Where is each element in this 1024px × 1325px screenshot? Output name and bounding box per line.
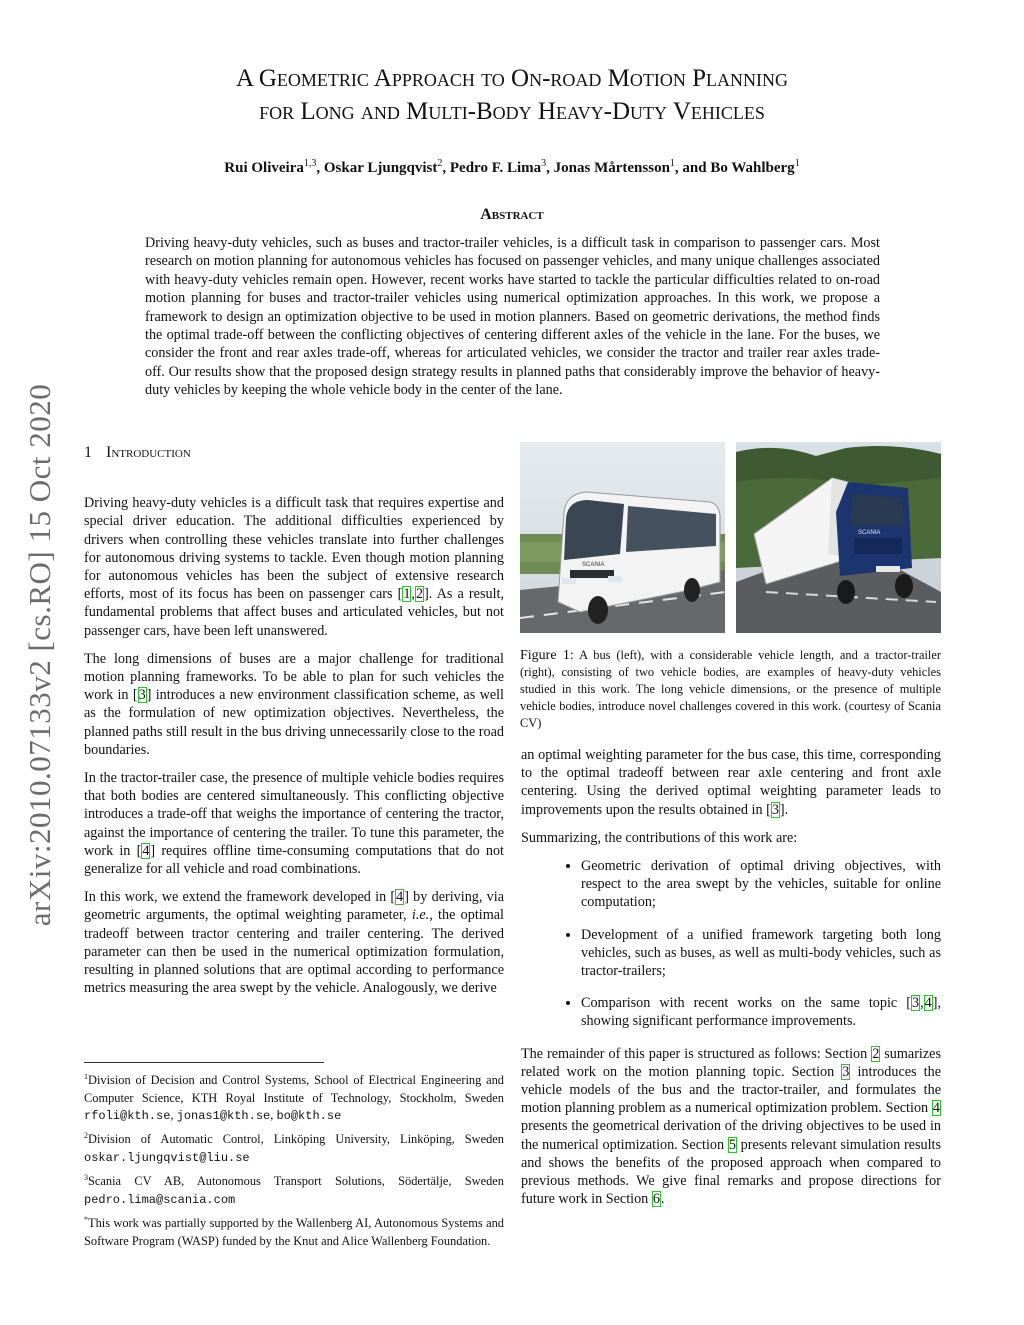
- footnote-marker: *: [84, 1215, 88, 1225]
- author-name: Bo Wahlberg: [710, 160, 795, 176]
- paragraph-text: introduces the vehicle models of the bus and the tractor-trailer, and formulates the motion planning problem as a numerical optimization problem. Section: [521, 1063, 941, 1117]
- arxiv-id: arXiv:2010.07133v2 [cs.RO] 15 Oct 2020: [22, 383, 57, 927]
- abstract-heading: Abstract: [480, 206, 544, 223]
- paragraph-text: , the optimal tradeoff between tractor centering and trailer centering. The derived parameter can then be used in the numerical optimization formulation, resulting in planned solutions that are optimal according to performance metrics measuring the area swept by the vehicle. Analogously, we derive: [84, 907, 504, 997]
- author-name: Rui Oliveira: [224, 160, 304, 176]
- footnote-text: Scania CV AB, Autonomous Transport Solutions, Södertälje, Sweden: [88, 1174, 504, 1189]
- figure-images: [520, 442, 941, 633]
- intro-paragraph-4: [84, 888, 504, 997]
- email-link[interactable]: pedro.lima@scania.com: [84, 1192, 236, 1207]
- paper-structure-paragraph: [521, 1045, 941, 1209]
- footnote-3: [84, 1169, 504, 1209]
- list-item: • Geometric derivation of optimal driving objectives, with respect to the area swept by the vehicles, suitable for online computation;: [581, 857, 941, 912]
- footnote-marker: 2: [84, 1131, 88, 1141]
- paragraph-text: The long dimensions of buses are a major challenge for traditional motion planning frameworks. To be able to plan for such vehicles the work in [: [84, 650, 504, 704]
- intro-paragraph-1: [84, 494, 504, 640]
- paragraph-text: In this work, we extend the framework developed in [: [84, 889, 396, 906]
- list-item: • Development of a unified framework targeting both long vehicles, such as buses, as well as multi-body vehicles, such as tractor-trailers;: [581, 926, 941, 981]
- paragraph-text: presents the geometrical derivation of the driving objectives to be used in the numerical optimization. Section: [521, 1118, 941, 1153]
- contributions-intro: Summarizing, the contributions of this work are:: [521, 829, 798, 846]
- contributions-list: [521, 857, 941, 1031]
- tractor-trailer-photo: [736, 442, 941, 633]
- section-heading-introduction: [84, 444, 504, 462]
- intro-paragraph-3: [84, 769, 504, 878]
- paragraph-text: The remainder of this paper is structured as follows: Section: [521, 1045, 872, 1062]
- footnote-text: Division of Decision and Control Systems, School of Electrical Engineering and Computer Science, KTH Royal Institute of Technology, Stockholm, Sweden: [84, 1073, 504, 1105]
- paragraph-text: .: [660, 1191, 665, 1208]
- email-link[interactable]: rfoli@kth.se: [84, 1108, 171, 1123]
- author-separator: ,: [316, 160, 324, 176]
- footnote-marker: 3: [84, 1173, 88, 1183]
- bus-photo: [520, 442, 725, 633]
- figure-1: [520, 442, 941, 732]
- paragraph-text: ]. As a result, fundamental problems that affect buses and articulated vehicles, but not passenger cars, have been left unanswered.: [84, 586, 505, 639]
- author-affiliation: 3: [541, 158, 547, 169]
- right-column: [521, 746, 941, 1218]
- section-link[interactable]: 2: [872, 1045, 880, 1062]
- section-number: 1: [84, 444, 92, 461]
- author-list: [0, 158, 1024, 177]
- author-affiliation: 1: [669, 158, 675, 169]
- paragraph-text: ].: [779, 801, 789, 818]
- author-affiliation: 1,3: [303, 158, 317, 169]
- bus-brand-text: SCANIA: [582, 562, 605, 568]
- paragraph-text: Driving heavy-duty vehicles is a difficult task that requires expertise and special driver education. The additional difficulties experienced by drivers when controlling these vehicles translate into further challenges for autonomous driving systems to tackle. Even though motion planning for autonomous vehicles has been the subject of extensive research efforts, most of its focus has been on passenger cars [: [84, 495, 504, 603]
- paragraph-text: ] by deriving, via geometric arguments, the optimal weighting parameter,: [84, 889, 504, 924]
- email-link[interactable]: jonas1@kth.se: [176, 1108, 271, 1123]
- author-affiliation: 2: [437, 158, 443, 169]
- paragraph-text: an optimal weighting parameter for the bus case, this time, corresponding to the optimal tradeoff between rear axle centering and front axle centering. Using the derived optimal weighting parameter leads to improvements upon the results obtained in [: [521, 747, 941, 818]
- author-name: Jonas Mårtensson: [553, 160, 670, 176]
- author-name: Pedro F. Lima: [449, 160, 542, 176]
- paper-title: [0, 62, 1024, 128]
- truck-brand-text: SCANIA: [858, 530, 881, 536]
- emphasis-text: i.e.: [411, 907, 430, 924]
- right-paragraph-1: [521, 746, 941, 819]
- intro-paragraph-2: [84, 650, 504, 759]
- footnote-text: Division of Automatic Control, Linköping University, Linköping, Sweden: [88, 1132, 504, 1147]
- author-separator: ,: [546, 160, 554, 176]
- author-affiliation: 1: [794, 158, 800, 169]
- figure-label: Figure 1:: [520, 648, 574, 663]
- arxiv-sidebar-stamp: [18, 350, 62, 960]
- footnote-text: This work was partially supported by the Wallenberg AI, Autonomous Systems and Software Program (WASP) funded by the Knut and Alice Wallenberg Foundation.: [84, 1216, 504, 1248]
- citation-link[interactable]: 4: [924, 995, 932, 1012]
- paragraph-text: ], showing significant performance improvements.: [581, 995, 941, 1030]
- paragraph-text: ,: [411, 586, 415, 603]
- citation-link[interactable]: 2: [415, 586, 424, 603]
- section-link[interactable]: 5: [728, 1136, 736, 1153]
- footnote-2: [84, 1127, 504, 1167]
- title-line-2: for Long and Multi-Body Heavy-Duty Vehicles: [259, 98, 765, 125]
- footnote-text: ,: [170, 1107, 177, 1122]
- section-link[interactable]: 3: [842, 1063, 850, 1080]
- citation-link[interactable]: 4: [142, 842, 150, 859]
- footnote-marker: 1: [84, 1072, 88, 1081]
- footnote-funding: [84, 1211, 504, 1250]
- footnote-divider: [84, 1062, 324, 1063]
- section-link[interactable]: 6: [652, 1191, 660, 1208]
- title-line-1: A Geometric Approach to On-road Motion Planning: [235, 65, 789, 92]
- citation-link[interactable]: 1: [403, 586, 411, 603]
- caption-text: A bus (left), with a considerable vehicle length, and a tractor-trailer (right), consisting of two vehicle bodies, are examples of heavy-duty vehicles studied in this work. The long vehicle dimensions, or the presence of multiple vehicle bodies, introduce novel challenges covered in this work. (courtesy of Scania CV): [520, 648, 941, 730]
- email-link[interactable]: bo@kth.se: [276, 1108, 342, 1123]
- author-separator: ,: [442, 160, 450, 176]
- footnote-text: ,: [270, 1107, 277, 1122]
- paragraph-text: Comparison with recent works on the same topic [: [581, 995, 911, 1012]
- footnotes: [84, 1068, 504, 1252]
- figure-caption: [520, 647, 941, 732]
- abstract-text: Driving heavy-duty vehicles, such as buses and tractor-trailer vehicles, is a difficult task in comparison to passenger cars. Most research on motion planning for autonomous vehicles has focused on passenger vehicles, and many unique challenges associated with heavy-duty vehicles remain open. However, recent works have started to tackle the particular difficulties related to on-road motion planning for buses and tractor-trailer vehicles using numerical optimization approaches. In this work, we propose a framework to design an optimization objective to be used in motion planners. Based on geometric derivations, the method finds the optimal trade-off between the conflicting objectives of centering different axles of the vehicle in the lane. For the buses, we consider the front and rear axles trade-off, whereas for articulated vehicles, we consider the tractor and trailer rear axles trade-off. Our results show that the proposed design strategy results in planned paths that considerably improve the behavior of heavy-duty vehicles by keeping the whole vehicle body in the center of the lane.: [145, 235, 880, 399]
- section-link[interactable]: 4: [932, 1100, 940, 1117]
- author-separator: , and: [674, 160, 711, 176]
- section-title: Introduction: [106, 444, 191, 461]
- citation-link[interactable]: 3: [138, 687, 146, 704]
- paragraph-text: sumarizes related work on the motion planning topic. Section: [521, 1045, 941, 1080]
- author-name: Oskar Ljungqvist: [323, 160, 438, 176]
- paragraph-text: ,: [920, 995, 924, 1012]
- citation-link[interactable]: 4: [396, 889, 404, 906]
- citation-link[interactable]: 3: [911, 995, 920, 1012]
- paragraph-text: In the tractor-trailer case, the presence of multiple vehicle bodies requires that both bodies are centered simultaneously. This conflicting objective introduces a trade-off that weighs the importance of centering the tractor, against the importance of centering the trailer. To tune this parameter, the work in [: [84, 770, 504, 859]
- email-link[interactable]: oskar.ljungqvist@liu.se: [84, 1150, 250, 1165]
- list-item: [581, 994, 941, 1030]
- paragraph-text: presents relevant simulation results and shows the benefits of the proposed approach when compared to previous methods. We give final remarks and propose directions for future work in Section: [521, 1136, 941, 1208]
- paragraph-text: ] requires offline time-consuming computations that do not generalize for all vehicle and road combinations.: [84, 842, 504, 878]
- left-column: [84, 444, 504, 1007]
- citation-link[interactable]: 3: [771, 801, 779, 818]
- paragraph-text: ] introduces a new environment classification scheme, as well as the formulation of new optimization objectives. Nevertheless, the planned paths still result in the bus driving unnecessarily close to the road boundaries.: [84, 687, 504, 758]
- footnote-1: [84, 1068, 504, 1125]
